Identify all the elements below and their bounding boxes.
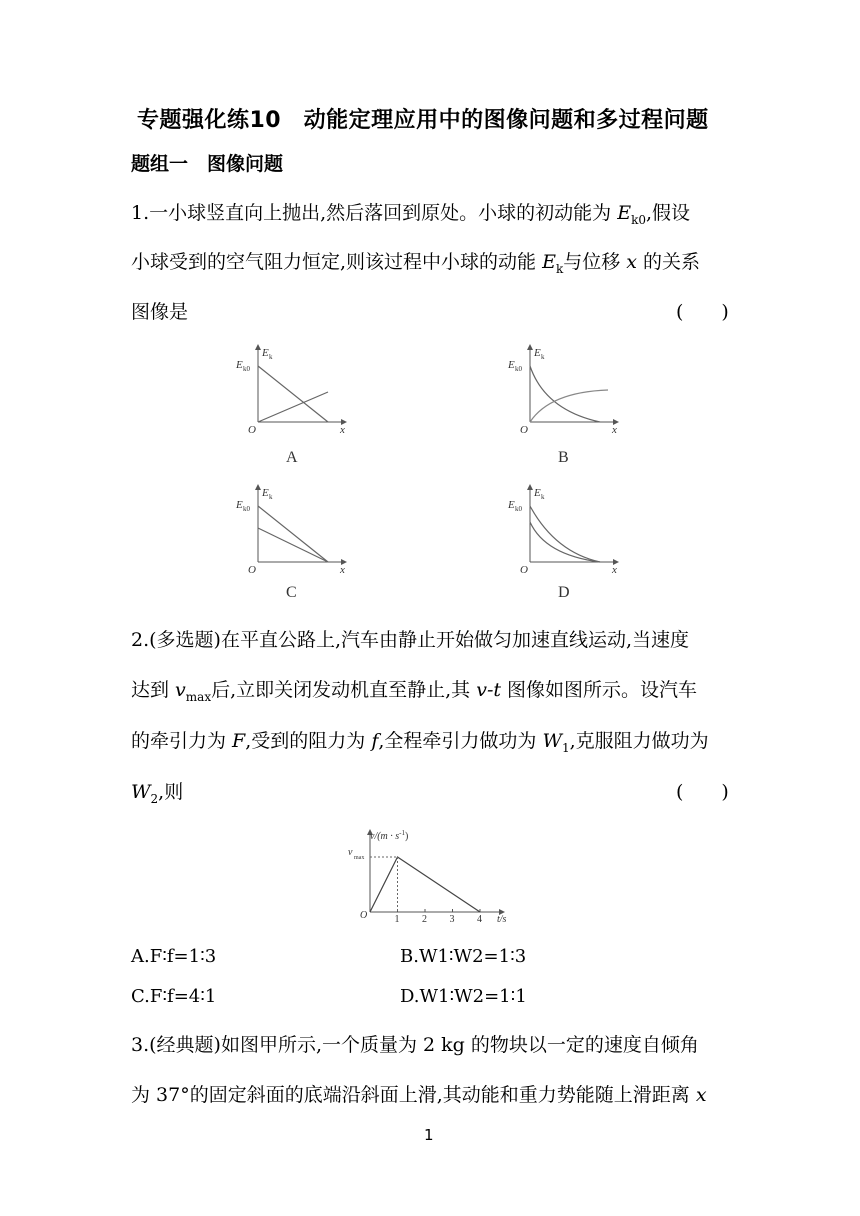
q2-option-b[interactable]: B.W1∶W2=1∶3: [400, 946, 527, 967]
q2-line-1: 2.(多选题)在平直公路上,汽车由静止开始做匀加速直线运动,当速度: [131, 629, 690, 651]
q1-line-2: 小球受到的空气阻力恒定,则该过程中小球的动能 $E_k$与位移 x 的关系: [131, 251, 701, 276]
q1-graphs: [228, 340, 638, 615]
svg-text:k: k: [269, 353, 273, 361]
q2-option-d[interactable]: D.W1∶W2=1∶1: [400, 986, 527, 1007]
q1-line-1: 1.一小球竖直向上抛出,然后落回到原处。小球的初动能为 $E_{k0}$,假设: [131, 202, 691, 227]
graph-b-down-curve: [530, 390, 608, 422]
svg-text:E: E: [534, 487, 541, 499]
graph-c-down-line: [258, 528, 328, 562]
svg-text:x: x: [340, 424, 345, 436]
graph-c: [235, 485, 346, 576]
q2-x-tick-label: 2: [422, 914, 427, 925]
graph-a-down-line: [258, 392, 328, 422]
svg-text:x: x: [340, 564, 345, 576]
q2-y-axis-label: $v/(m \cdot s^{-1})$: [370, 829, 409, 842]
q2-line-2: 达到 $v_{max}$后,立即关闭发动机直至静止,其 v-t 图像如图所示。设汽车: [131, 679, 698, 704]
q3-line-2: 为 37°的固定斜面的底端沿斜面上滑,其动能和重力势能随上滑距离 x: [131, 1084, 707, 1106]
svg-text:E: E: [534, 347, 541, 359]
svg-text:E: E: [508, 359, 515, 371]
page-title: 专题强化练10 动能定理应用中的图像问题和多过程问题: [137, 108, 709, 133]
graph-d-down-curve: [530, 522, 600, 562]
q2-vmax-sub: max: [354, 855, 365, 861]
graph-b: [507, 345, 618, 436]
q3-line-1: 3.(经典题)如图甲所示,一个质量为 2 kg 的物块以一定的速度自倾角: [131, 1034, 699, 1056]
svg-text:O: O: [248, 424, 256, 436]
page-number: 1: [424, 1126, 434, 1144]
q2-vt-graph: [342, 826, 522, 926]
svg-text:E: E: [262, 487, 269, 499]
q2-origin: O: [360, 910, 368, 921]
svg-text:k: k: [269, 493, 273, 501]
svg-text:E: E: [236, 499, 243, 511]
graph-c-caption: C: [286, 584, 297, 601]
svg-text:k0: k0: [515, 505, 522, 513]
q2-option-a[interactable]: A.F∶f=1∶3: [131, 946, 217, 967]
svg-text:E: E: [236, 359, 243, 371]
svg-text:O: O: [520, 424, 528, 436]
q2-line-4: $W_2$,则: [131, 781, 184, 806]
svg-text:k0: k0: [515, 365, 522, 373]
q2-x-tick-label: 1: [394, 914, 400, 925]
graph-b-caption: B: [558, 449, 569, 466]
svg-text:O: O: [248, 564, 256, 576]
q2-vmax-label: v: [348, 847, 353, 858]
q1-answer-paren: ( ): [676, 301, 729, 323]
q1-line-3: 图像是: [131, 301, 189, 323]
graph-a-caption: A: [286, 449, 298, 466]
q2-x-axis-label: t/s: [497, 914, 507, 925]
svg-text:x: x: [612, 564, 617, 576]
graph-a: [235, 345, 346, 436]
graph-a-up-line: [258, 366, 328, 422]
q2-option-c[interactable]: C.F∶f=4∶1: [131, 986, 217, 1007]
svg-text:k: k: [541, 493, 545, 501]
graph-d: [507, 485, 618, 576]
graph-b-up-curve: [530, 366, 600, 422]
svg-text:k0: k0: [243, 505, 250, 513]
q2-x-tick-label: 3: [449, 914, 455, 925]
q2-x-tick-label: 4: [477, 914, 482, 925]
svg-text:k0: k0: [243, 365, 250, 373]
svg-text:k: k: [541, 353, 545, 361]
graph-d-caption: D: [558, 584, 570, 601]
q2-line-3: 的牵引力为 F,受到的阻力为 f,全程牵引力做功为 $W_1$,克服阻力做功为: [131, 730, 709, 755]
svg-text:O: O: [520, 564, 528, 576]
q2-vt-line: [370, 857, 480, 912]
svg-text:E: E: [508, 499, 515, 511]
q2-answer-paren: ( ): [676, 781, 729, 803]
group-title: 题组一 图像问题: [131, 153, 284, 175]
graph-c-up-line: [258, 506, 328, 562]
svg-text:x: x: [612, 424, 617, 436]
svg-text:E: E: [262, 347, 269, 359]
